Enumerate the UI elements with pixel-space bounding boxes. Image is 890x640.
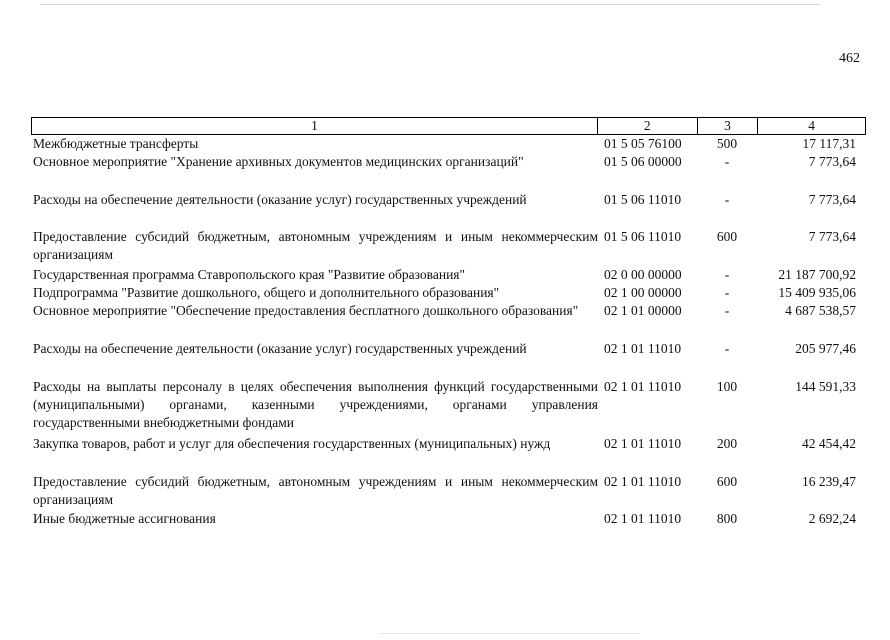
row-code: 02 1 01 11010 (604, 474, 682, 489)
row-amount: 7 773,64 (808, 229, 856, 244)
row-code: 02 1 01 11010 (604, 511, 682, 526)
row-type: 600 (716, 474, 738, 489)
row-name: Закупка товаров, работ и услуг для обеспечения государственных (муниципальных) нужд (33, 436, 551, 451)
table-row (31, 284, 866, 302)
row-name: Расходы на обеспечение деятельности (оказание услуг) государственных учреждений (33, 192, 527, 207)
row-code: 02 1 01 11010 (604, 379, 682, 394)
row-type: - (724, 341, 730, 356)
row-name: Расходы на выплаты персоналу в целях обеспечения выполнения функций государственными (муниципальными) органами, казенными учреждениями, органами управления государственными внебюджетными фондами (33, 379, 598, 430)
row-amount: 205 977,46 (795, 341, 856, 356)
row-code: 01 5 05 76100 (604, 136, 682, 151)
row-name: Предоставление субсидий бюджетным, автономным учреждениям и иным некоммерческим организациям (33, 474, 598, 507)
row-amount: 144 591,33 (795, 379, 856, 394)
row-amount: 4 687 538,57 (785, 303, 856, 318)
row-name: Государственная программа Ставропольского края "Развитие образования" (33, 267, 466, 282)
scan-artifact-line-bottom (380, 633, 640, 634)
table-row (31, 378, 866, 435)
row-name: Основное мероприятие "Обеспечение предоставления бесплатного дошкольного образования" (33, 303, 579, 318)
row-code: 01 5 06 00000 (604, 154, 682, 169)
header-col-3: 3 (698, 118, 759, 134)
row-name: Межбюджетные трансферты (33, 136, 199, 151)
scan-artifact-line (40, 4, 820, 5)
row-type: - (724, 303, 730, 318)
row-name: Подпрограмма "Развитие дошкольного, общего и дополнительного образования" (33, 285, 500, 300)
table-header-row (31, 117, 866, 135)
table-row (31, 266, 866, 284)
row-amount: 42 454,42 (802, 436, 856, 451)
row-code: 02 1 01 11010 (604, 341, 682, 356)
table-row (31, 191, 866, 228)
row-amount: 16 239,47 (802, 474, 856, 489)
row-amount: 15 409 935,06 (778, 285, 856, 300)
header-col-2: 2 (598, 118, 698, 134)
row-code: 01 5 06 11010 (604, 229, 682, 244)
header-col-4: 4 (808, 118, 816, 133)
row-code: 02 1 01 00000 (604, 303, 682, 318)
table-row (31, 302, 866, 340)
row-type: 200 (716, 436, 738, 451)
row-name: Иные бюджетные ассигнования (33, 511, 216, 526)
row-type: 100 (716, 379, 738, 394)
table-row (31, 435, 866, 473)
row-code: 02 1 00 00000 (604, 285, 682, 300)
row-code: 01 5 06 11010 (604, 192, 682, 207)
budget-table (31, 117, 866, 528)
row-code: 02 0 00 00000 (604, 267, 682, 282)
row-amount: 21 187 700,92 (778, 267, 856, 282)
header-col-1: 1 (32, 118, 598, 134)
table-row (31, 228, 866, 266)
row-name: Расходы на обеспечение деятельности (оказание услуг) государственных учреждений (33, 341, 527, 356)
row-type: - (724, 267, 730, 282)
row-amount: 2 692,24 (808, 511, 856, 526)
table-row (31, 153, 866, 191)
row-amount: 7 773,64 (808, 192, 856, 207)
row-type: 600 (716, 229, 738, 244)
row-type: - (724, 192, 730, 207)
page-number: 462 (839, 51, 860, 66)
table-row (31, 340, 866, 378)
row-type: - (724, 154, 730, 169)
row-amount: 7 773,64 (808, 154, 856, 169)
row-name: Предоставление субсидий бюджетным, автономным учреждениям и иным некоммерческим организациям (33, 229, 598, 262)
table-row (31, 473, 866, 510)
table-row (31, 510, 866, 528)
row-type: - (724, 285, 730, 300)
row-code: 02 1 01 11010 (604, 436, 682, 451)
row-type: 500 (716, 136, 738, 151)
row-name: Основное мероприятие "Хранение архивных документов медицинских организаций" (33, 154, 524, 169)
row-type: 800 (716, 511, 738, 526)
row-amount: 17 117,31 (802, 136, 856, 151)
table-row (31, 135, 866, 153)
